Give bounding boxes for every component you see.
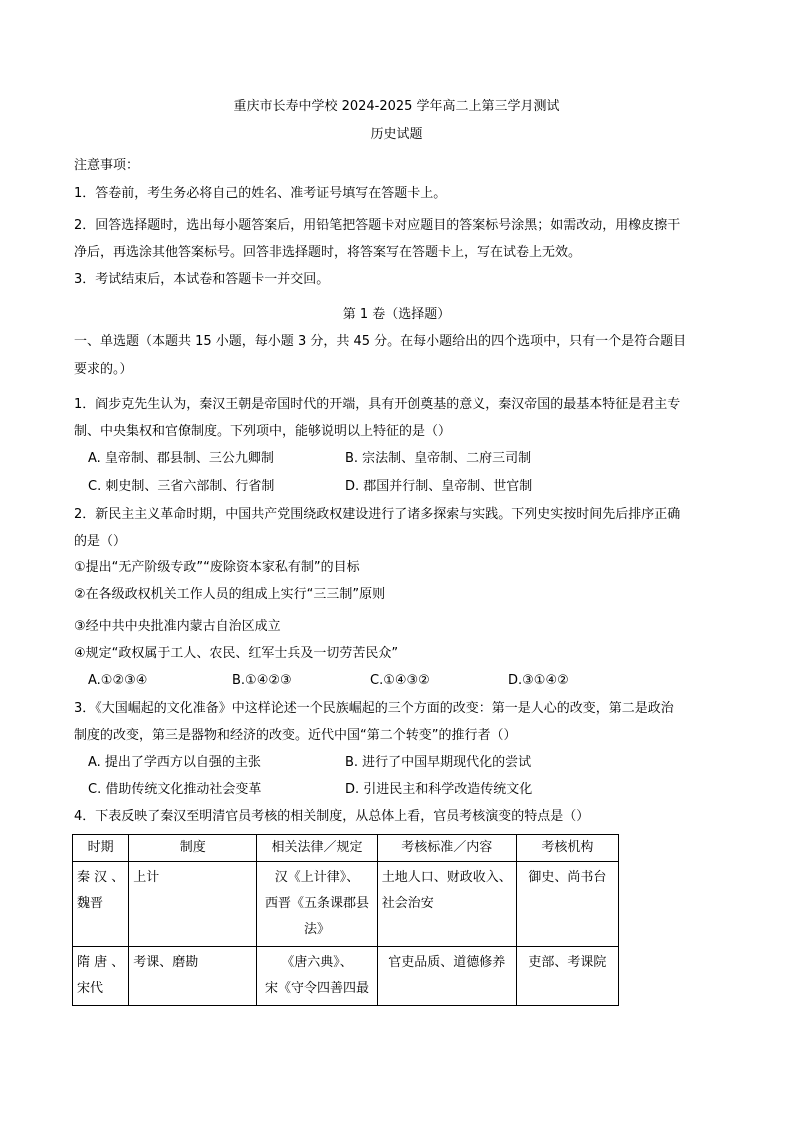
period-line: 秦 汉 、 [77, 870, 125, 885]
agency-text: 吏部、考课院 [528, 955, 607, 970]
q2-statement-2: ②在各级政权机关工作人员的组成上实行“三三制”原则 [74, 587, 386, 602]
table-header-row [73, 835, 619, 862]
table-cell-law [257, 947, 378, 1006]
q1-option-d: D. 郡国并行制、皇帝制、世官制 [345, 479, 533, 494]
table-cell-system [129, 862, 257, 947]
table-header-cell: 考核标准／内容 [377, 835, 516, 862]
q3-stem-line-2: 制度的改变，第三是器物和经济的改变。近代中国“第二个转变”的推行者（） [74, 728, 517, 743]
q2-option-c: C.①④③② [370, 673, 430, 688]
section-instruction-line-2: 要求的。） [74, 362, 133, 377]
q1-option-a: A. 皇帝制、郡县制、三公九卿制 [88, 451, 274, 466]
standard-line: 社会治安 [381, 896, 434, 911]
q2-option-d: D.③①④② [508, 673, 569, 688]
law-line: 宋《守令四善四最 [265, 981, 370, 996]
q2-stem-line-1: 2．新民主主义革命时期，中国共产党围绕政权建设进行了诸多探索与实践。下列史实按时间先后排序正确 [74, 507, 681, 522]
law-line: 《唐六典》、 [281, 955, 353, 970]
exam-subject: 历史试题 [370, 127, 423, 142]
q3-option-a: A. 提出了学西方以自强的主张 [88, 755, 261, 770]
q3-option-b: B. 进行了中国早期现代化的尝试 [345, 755, 532, 770]
table-header-cell: 考核机构 [516, 835, 618, 862]
law-line: 汉《上计律》、 [274, 870, 360, 885]
table-cell-agency [516, 862, 618, 947]
law-line: 法》 [304, 922, 331, 937]
standard-line: 土地人口、财政收入、 [381, 870, 512, 885]
table-header-cell: 时期 [73, 835, 129, 862]
table-cell-standard [377, 947, 516, 1006]
exam-title: 重庆市长寿中学校 2024-2025 学年高二上第三学月测试 [233, 99, 560, 114]
system-text: 上计 [133, 870, 160, 885]
table-row [73, 862, 619, 947]
q2-stem-line-2: 的是（） [74, 534, 127, 549]
notice-item-1: 1．答卷前，考生务必将自己的姓名、准考证号填写在答题卡上。 [74, 186, 447, 201]
law-line: 西晋《五条课郡县 [265, 896, 370, 911]
q2-statement-3: ③经中共中央批准内蒙古自治区成立 [74, 619, 281, 634]
q4-stem: 4．下表反映了秦汉至明清官员考核的相关制度，从总体上看，官员考核演变的特点是（） [74, 809, 590, 824]
section-title: 第 1 卷（选择题） [342, 307, 451, 322]
q2-statement-1: ①提出“无产阶级专政”“废除资本家私有制”的目标 [74, 560, 360, 575]
notice-heading: 注意事项： [74, 158, 140, 173]
table-cell-agency [516, 947, 618, 1006]
notice-item-3: 3．考试结束后，本试卷和答题卡一并交回。 [74, 272, 330, 287]
table-cell-period [73, 862, 129, 947]
system-text: 考课、磨勘 [133, 955, 199, 970]
q1-stem-line-1: 1．阎步克先生认为，秦汉王朝是帝国时代的开端，具有开创奠基的意义，秦汉帝国的最基本特征是君主专 [74, 397, 681, 412]
table-cell-standard [377, 862, 516, 947]
agency-text: 御史、尚书台 [528, 870, 607, 885]
q2-option-a: A.①②③④ [88, 673, 148, 688]
q1-option-b: B. 宗法制、皇帝制、二府三司制 [345, 451, 532, 466]
table-cell-law [257, 862, 378, 947]
period-line: 魏晋 [77, 896, 104, 911]
q3-option-d: D. 引进民主和科学改造传统文化 [345, 782, 533, 797]
q4-table [72, 834, 619, 1006]
standard-text: 官吏品质、道德修养 [388, 955, 506, 970]
period-line: 宋代 [77, 981, 104, 996]
table-row [73, 947, 619, 1006]
section-instruction-line-1: 一、单选题（本题共 15 小题，每小题 3 分，共 45 分。在每小题给出的四个选项中，只有一个是符合题目 [74, 334, 687, 349]
table-header-cell: 制度 [129, 835, 257, 862]
q1-option-c: C. 刺史制、三省六部制、行省制 [88, 479, 275, 494]
q2-statement-4: ④规定“政权属于工人、农民、红军士兵及一切劳苦民众” [74, 646, 399, 661]
q3-option-c: C. 借助传统文化推动社会变革 [88, 782, 262, 797]
q3-stem-line-1: 3．《大国崛起的文化准备》中这样论述一个民族崛起的三个方面的改变：第一是人心的改变，第二是政治 [74, 701, 674, 716]
period-line: 隋 唐 、 [77, 955, 125, 970]
table-cell-system [129, 947, 257, 1006]
q2-option-b: B.①④②③ [232, 673, 292, 688]
notice-item-2-line-2: 净后，再选涂其他答案标号。回答非选择题时，将答案写在答题卡上，写在试卷上无效。 [74, 245, 582, 260]
q1-stem-line-2: 制、中央集权和官僚制度。下列项中，能够说明以上特征的是（） [74, 424, 452, 439]
table-header-cell: 相关法律／规定 [257, 835, 378, 862]
notice-item-2-line-1: 2．回答选择题时，选出每小题答案后，用铅笔把答题卡对应题目的答案标号涂黑；如需改动，用橡皮擦干 [74, 218, 681, 233]
table-cell-period [73, 947, 129, 1006]
